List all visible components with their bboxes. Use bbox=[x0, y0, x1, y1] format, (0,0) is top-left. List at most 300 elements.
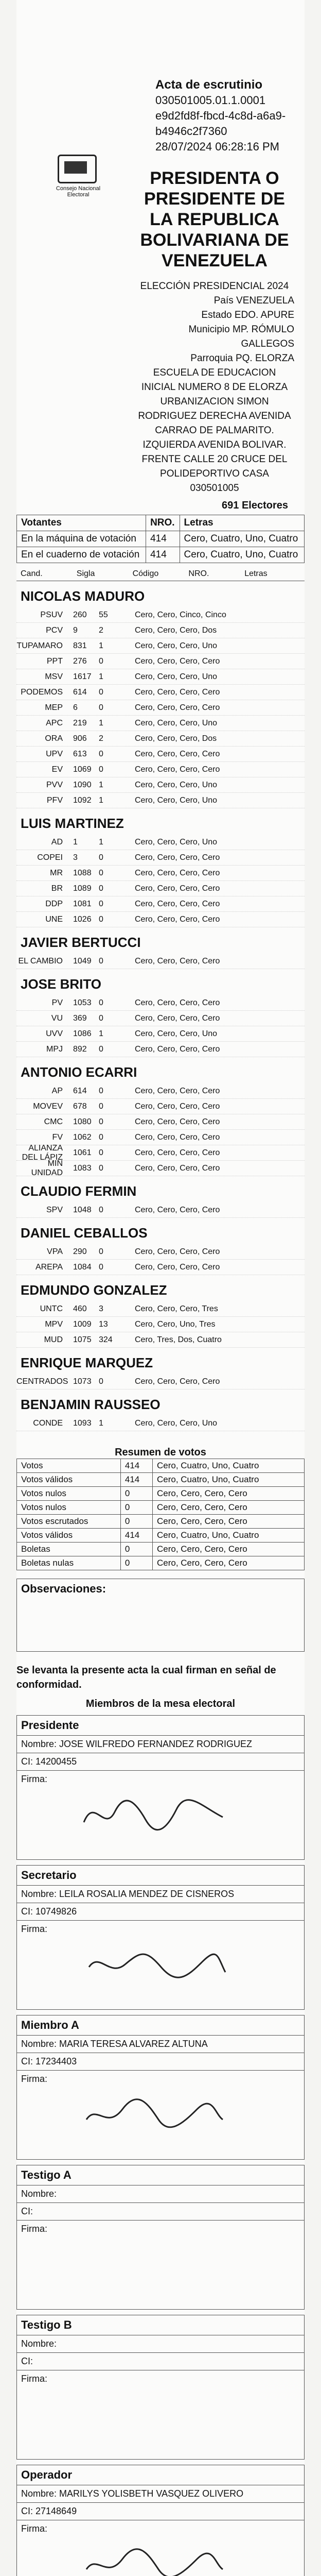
resumen-label: Votos bbox=[17, 1459, 121, 1473]
party-letras: Cero, Cero, Cero, Cero bbox=[135, 656, 220, 666]
party-nro: 0 bbox=[99, 853, 103, 862]
party-nro: 0 bbox=[99, 1163, 103, 1173]
party-codigo: 678 bbox=[73, 1101, 87, 1111]
party-row bbox=[16, 866, 305, 881]
party-sigla: AP bbox=[51, 1086, 63, 1095]
party-letras: Cero, Cero, Cero, Cero bbox=[135, 687, 220, 697]
party-codigo: 906 bbox=[73, 734, 87, 743]
party-nro: 0 bbox=[99, 765, 103, 774]
candidate-name: ANTONIO ECARRI bbox=[21, 1064, 137, 1080]
party-sigla: PCV bbox=[46, 625, 63, 635]
col-codigo: Código bbox=[132, 569, 159, 578]
resumen-letras: Cero, Cero, Cero, Cero bbox=[152, 1556, 304, 1570]
party-nro: 2 bbox=[99, 625, 103, 635]
party-codigo: 219 bbox=[73, 718, 87, 727]
party-row bbox=[16, 762, 305, 777]
members-list bbox=[16, 1715, 305, 2576]
member-role: Presidente bbox=[17, 1716, 304, 1736]
party-codigo: 6 bbox=[73, 703, 78, 712]
party-sigla: ORA bbox=[45, 734, 63, 743]
party-letras: Cero, Cero, Cero, Uno bbox=[135, 795, 218, 805]
party-letras: Cero, Cero, Cero, Cero bbox=[135, 899, 220, 908]
party-sigla: AREPA bbox=[35, 1262, 63, 1272]
votantes-label: En la máquina de votación bbox=[17, 531, 146, 547]
member-firma: Firma: bbox=[21, 1924, 47, 1934]
col-sigla: Sigla bbox=[76, 569, 95, 578]
member-ci: CI: bbox=[17, 2353, 304, 2370]
resumen-label: Votos escrutados bbox=[17, 1515, 121, 1529]
party-nro: 2 bbox=[99, 734, 103, 743]
resumen-nro: 414 bbox=[120, 1473, 152, 1487]
party-letras: Cero, Cero, Cero, Cero bbox=[135, 1262, 220, 1272]
member-nombre: Nombre: JOSE WILFREDO FERNANDEZ RODRIGUEZ bbox=[17, 1736, 304, 1753]
resumen-letras: Cero, Cuatro, Uno, Cuatro bbox=[152, 1459, 304, 1473]
resumen-row bbox=[17, 1501, 305, 1515]
party-letras: Cero, Cero, Cero, Cero bbox=[135, 1044, 220, 1054]
party-sigla: PODEMOS bbox=[21, 687, 63, 697]
resumen-letras: Cero, Cero, Cero, Cero bbox=[152, 1487, 304, 1501]
party-sigla: PSUV bbox=[40, 610, 63, 619]
party-codigo: 1617 bbox=[73, 672, 92, 681]
member-signature-area bbox=[17, 2370, 304, 2459]
party-letras: Cero, Cero, Cero, Uno bbox=[135, 837, 218, 846]
party-nro: 1 bbox=[99, 672, 103, 681]
party-row bbox=[16, 654, 305, 669]
party-row bbox=[16, 1202, 305, 1218]
miembros-title: Miembros de la mesa electoral bbox=[85, 1698, 236, 1709]
signature-scribble-icon bbox=[79, 1791, 233, 1838]
party-letras: Cero, Cero, Cero, Cero bbox=[135, 1117, 220, 1126]
party-codigo: 1086 bbox=[73, 1029, 92, 1038]
election-title: PRESIDENTA O PRESIDENTE DE LA REPUBLICA BOLIVARIANA DE VENEZUELA bbox=[140, 168, 289, 270]
party-nro: 0 bbox=[99, 1205, 103, 1214]
acta-date: 28/07/2024 06:28:16 PM bbox=[155, 140, 279, 153]
party-row bbox=[16, 1301, 305, 1317]
member-signature-area bbox=[17, 1771, 304, 1859]
member-ci: CI: 10749826 bbox=[17, 1903, 304, 1921]
party-codigo: 369 bbox=[73, 1013, 87, 1023]
acta-id: 030501005.01.1.0001 bbox=[155, 94, 266, 107]
party-letras: Cero, Cero, Cero, Dos bbox=[135, 734, 217, 743]
resumen-row bbox=[17, 1487, 305, 1501]
votantes-nro: 414 bbox=[146, 547, 180, 563]
member-firma: Firma: bbox=[21, 2374, 47, 2384]
candidates-section bbox=[16, 567, 305, 1431]
signature-scribble-icon bbox=[79, 2541, 233, 2576]
candidate-name: BENJAMIN RAUSSEO bbox=[21, 1397, 160, 1412]
party-codigo: 1093 bbox=[73, 1418, 92, 1428]
electores-count: 691 Electores bbox=[222, 500, 288, 511]
party-letras: Cero, Cero, Cero, Uno bbox=[135, 780, 218, 789]
party-codigo: 290 bbox=[73, 1247, 87, 1256]
party-row bbox=[16, 1026, 305, 1042]
party-codigo: 1053 bbox=[73, 998, 92, 1007]
resumen-label: Boletas nulas bbox=[17, 1556, 121, 1570]
party-letras: Cero, Cero, Cero, Cero bbox=[135, 749, 220, 758]
member-nombre: Nombre: bbox=[17, 2335, 304, 2353]
nro-header: NRO. bbox=[146, 515, 180, 531]
party-letras: Cero, Cero, Cero, Cero bbox=[135, 1101, 220, 1111]
member-signature-area bbox=[17, 2071, 304, 2159]
party-letras: Cero, Cero, Cero, Cero bbox=[135, 884, 220, 893]
party-codigo: 260 bbox=[73, 610, 87, 619]
candidate-name: LUIS MARTINEZ bbox=[21, 816, 124, 831]
resumen-row bbox=[17, 1473, 305, 1487]
member-box bbox=[16, 1715, 305, 1860]
party-sigla: UNTC bbox=[40, 1304, 63, 1313]
party-row bbox=[16, 835, 305, 850]
resumen-nro: 414 bbox=[120, 1529, 152, 1543]
acta-code: e9d2fd8f-fbcd-4c8d-a6a9-b4946c2f7360 bbox=[155, 109, 286, 138]
letras-header: Letras bbox=[180, 515, 304, 531]
member-ci: CI: bbox=[17, 2203, 304, 2221]
party-letras: Cero, Cero, Cero, Uno bbox=[135, 1029, 218, 1038]
party-nro: 0 bbox=[99, 998, 103, 1007]
party-codigo: 613 bbox=[73, 749, 87, 758]
party-row bbox=[16, 777, 305, 793]
votantes-header: Votantes bbox=[17, 515, 146, 531]
party-sigla: SPV bbox=[46, 1205, 63, 1214]
resumen-row bbox=[17, 1529, 305, 1543]
resumen-letras: Cero, Cuatro, Uno, Cuatro bbox=[152, 1473, 304, 1487]
party-letras: Cero, Cero, Cero, Cero bbox=[135, 1163, 220, 1173]
party-row bbox=[16, 623, 305, 638]
party-sigla: EL CAMBIO bbox=[18, 956, 63, 965]
candidates-header bbox=[16, 567, 305, 581]
votantes-letras: Cero, Cuatro, Uno, Cuatro bbox=[180, 531, 304, 547]
cne-logo-subtitle: Consejo Nacional Electoral bbox=[56, 185, 101, 198]
header bbox=[16, 0, 305, 512]
party-letras: Cero, Cero, Cero, Uno bbox=[135, 641, 218, 650]
escuela: ESCUELA DE EDUCACION INICIAL NUMERO 8 DE ELORZA bbox=[141, 367, 288, 393]
party-letras: Cero, Cero, Cinco, Cinco bbox=[135, 610, 226, 619]
party-letras: Cero, Cero, Cero, Uno bbox=[135, 672, 218, 681]
resumen-row bbox=[17, 1515, 305, 1529]
party-letras: Cero, Cero, Cero, Cero bbox=[135, 868, 220, 877]
resumen-nro: 0 bbox=[120, 1515, 152, 1529]
party-letras: Cero, Cero, Cero, Cero bbox=[135, 914, 220, 924]
party-sigla: MR bbox=[50, 868, 63, 877]
election-info bbox=[135, 279, 294, 496]
col-letras: Letras bbox=[244, 569, 268, 578]
party-row bbox=[16, 793, 305, 808]
party-letras: Cero, Cero, Cero, Uno bbox=[135, 1418, 218, 1428]
party-letras: Cero, Cero, Cero, Cero bbox=[135, 1148, 220, 1157]
party-codigo: 9 bbox=[73, 625, 78, 635]
col-cand: Cand. bbox=[21, 569, 43, 578]
acta-page bbox=[16, 0, 305, 2576]
party-letras: Cero, Cero, Cero, Cero bbox=[135, 765, 220, 774]
party-row bbox=[16, 716, 305, 731]
resumen-label: Votos nulos bbox=[17, 1501, 121, 1515]
member-firma: Firma: bbox=[21, 2074, 47, 2084]
party-row bbox=[16, 1042, 305, 1057]
col-nro: NRO. bbox=[188, 569, 209, 578]
member-signature-area bbox=[17, 1921, 304, 2009]
acta-title: Acta de escrutinio bbox=[155, 78, 263, 92]
party-codigo: 1080 bbox=[73, 1117, 92, 1126]
party-nro: 0 bbox=[99, 956, 103, 965]
member-box bbox=[16, 1865, 305, 2010]
party-row bbox=[16, 850, 305, 866]
party-codigo: 460 bbox=[73, 1304, 87, 1313]
pais: País VENEZUELA bbox=[213, 295, 294, 306]
votantes-table bbox=[16, 515, 305, 563]
party-letras: Cero, Cero, Cero, Cero bbox=[135, 1132, 220, 1142]
signature-scribble-icon bbox=[79, 2091, 233, 2138]
party-nro: 55 bbox=[99, 610, 108, 619]
party-sigla: PPT bbox=[46, 656, 63, 666]
party-row bbox=[16, 896, 305, 912]
party-nro: 13 bbox=[99, 1319, 108, 1329]
party-nro: 1 bbox=[99, 1029, 103, 1038]
resumen-row bbox=[17, 1543, 305, 1556]
party-letras: Cero, Cero, Cero, Dos bbox=[135, 625, 217, 635]
member-ci: CI: 27148649 bbox=[17, 2503, 304, 2520]
candidate-name: DANIEL CEBALLOS bbox=[21, 1225, 148, 1241]
party-sigla: CENTRADOS bbox=[16, 1377, 68, 1386]
member-box bbox=[16, 2015, 305, 2160]
parroquia: Parroquia PQ. ELORZA bbox=[190, 353, 294, 364]
party-sigla: TUPAMARO bbox=[16, 641, 63, 650]
member-role: Secretario bbox=[17, 1866, 304, 1886]
party-codigo: 276 bbox=[73, 656, 87, 666]
resumen-label: Votos válidos bbox=[17, 1473, 121, 1487]
member-nombre: Nombre: MARIA TERESA ALVAREZ ALTUNA bbox=[17, 2036, 304, 2053]
resumen-row bbox=[17, 1459, 305, 1473]
observaciones-label: Observaciones: bbox=[21, 1582, 106, 1595]
party-sigla: CONDE bbox=[33, 1418, 63, 1428]
party-codigo: 1083 bbox=[73, 1163, 92, 1173]
party-row bbox=[16, 1114, 305, 1130]
party-sigla: CMC bbox=[44, 1117, 63, 1126]
party-row bbox=[16, 685, 305, 700]
party-codigo: 1075 bbox=[73, 1335, 92, 1344]
party-sigla: UNE bbox=[45, 914, 63, 924]
member-nombre: Nombre: LEILA ROSALIA MENDEZ DE CISNEROS bbox=[17, 1886, 304, 1903]
party-row bbox=[16, 1011, 305, 1026]
party-codigo: 614 bbox=[73, 687, 87, 697]
party-row bbox=[16, 1099, 305, 1114]
party-nro: 1 bbox=[99, 780, 103, 789]
resumen-label: Votos nulos bbox=[17, 1487, 121, 1501]
member-role: Operador bbox=[17, 2465, 304, 2485]
resumen-row bbox=[17, 1556, 305, 1570]
party-codigo: 1069 bbox=[73, 765, 92, 774]
party-letras: Cero, Tres, Dos, Cuatro bbox=[135, 1335, 222, 1344]
party-sigla: PFV bbox=[46, 795, 63, 805]
party-sigla: UPV bbox=[46, 749, 63, 758]
party-sigla: ALIANZA DEL LÁPIZ bbox=[22, 1143, 63, 1162]
party-row bbox=[16, 1161, 305, 1176]
party-nro: 0 bbox=[99, 687, 103, 697]
party-row bbox=[16, 638, 305, 654]
party-nro: 0 bbox=[99, 749, 103, 758]
cne-logo bbox=[47, 155, 109, 201]
party-codigo: 3 bbox=[73, 853, 78, 862]
member-firma: Firma: bbox=[21, 1774, 47, 1784]
party-letras: Cero, Cero, Uno, Tres bbox=[135, 1319, 216, 1329]
party-row bbox=[16, 912, 305, 927]
party-sigla: UVV bbox=[46, 1029, 63, 1038]
party-letras: Cero, Cero, Cero, Cero bbox=[135, 1377, 220, 1386]
resumen-table bbox=[16, 1459, 305, 1570]
observaciones-box bbox=[16, 1579, 305, 1652]
party-nro: 0 bbox=[99, 1101, 103, 1111]
party-nro: 0 bbox=[99, 899, 103, 908]
election-name: ELECCIÓN PRESIDENCIAL 2024 bbox=[140, 281, 289, 292]
party-row bbox=[16, 669, 305, 685]
party-row bbox=[16, 607, 305, 623]
party-row bbox=[16, 1332, 305, 1348]
member-firma: Firma: bbox=[21, 2523, 47, 2534]
party-sigla: FV bbox=[52, 1132, 63, 1142]
votantes-label: En el cuaderno de votación bbox=[17, 547, 146, 563]
party-letras: Cero, Cero, Cero, Cero bbox=[135, 703, 220, 712]
resumen-nro: 414 bbox=[120, 1459, 152, 1473]
party-row bbox=[16, 1374, 305, 1389]
party-nro: 1 bbox=[99, 837, 103, 846]
candidate-name: CLAUDIO FERMIN bbox=[21, 1183, 137, 1199]
party-codigo: 1009 bbox=[73, 1319, 92, 1329]
party-codigo: 1061 bbox=[73, 1148, 92, 1157]
party-nro: 1 bbox=[99, 641, 103, 650]
member-box bbox=[16, 2315, 305, 2460]
party-nro: 0 bbox=[99, 1132, 103, 1142]
party-nro: 0 bbox=[99, 703, 103, 712]
party-sigla: MSV bbox=[45, 672, 63, 681]
party-sigla: MEP bbox=[45, 703, 63, 712]
party-codigo: 1026 bbox=[73, 914, 92, 924]
cne-logo-icon bbox=[58, 155, 97, 183]
resumen-letras: Cero, Cero, Cero, Cero bbox=[152, 1501, 304, 1515]
party-letras: Cero, Cero, Cero, Tres bbox=[135, 1304, 218, 1313]
party-sigla: DDP bbox=[45, 899, 63, 908]
party-codigo: 1092 bbox=[73, 795, 92, 805]
party-row bbox=[16, 1083, 305, 1099]
party-nro: 0 bbox=[99, 1148, 103, 1157]
resumen-nro: 0 bbox=[120, 1556, 152, 1570]
party-codigo: 1062 bbox=[73, 1132, 92, 1142]
resumen-nro: 0 bbox=[120, 1487, 152, 1501]
firma-note: Se levanta la presente acta la cual firman en señal de conformidad. bbox=[16, 1665, 276, 1690]
party-nro: 0 bbox=[99, 1013, 103, 1023]
acta-meta bbox=[155, 77, 294, 155]
party-nro: 0 bbox=[99, 1262, 103, 1272]
member-signature-area bbox=[17, 2221, 304, 2309]
party-row bbox=[16, 1416, 305, 1431]
party-sigla: BR bbox=[51, 884, 63, 893]
party-codigo: 892 bbox=[73, 1044, 87, 1054]
party-nro: 0 bbox=[99, 1117, 103, 1126]
table-row bbox=[17, 531, 305, 547]
party-nro: 1 bbox=[99, 1418, 103, 1428]
party-nro: 0 bbox=[99, 1247, 103, 1256]
party-sigla: EV bbox=[51, 765, 63, 774]
resumen-letras: Cero, Cuatro, Uno, Cuatro bbox=[152, 1529, 304, 1543]
resumen-nro: 0 bbox=[120, 1543, 152, 1556]
party-nro: 1 bbox=[99, 718, 103, 727]
party-codigo: 1048 bbox=[73, 1205, 92, 1214]
member-nombre: Nombre: bbox=[17, 2185, 304, 2203]
party-sigla: PV bbox=[51, 998, 63, 1007]
party-codigo: 1084 bbox=[73, 1262, 92, 1272]
table-row bbox=[17, 547, 305, 563]
party-sigla: MUD bbox=[44, 1335, 63, 1344]
party-letras: Cero, Cero, Cero, Cero bbox=[135, 1205, 220, 1214]
direccion: URBANIZACION SIMON RODRIGUEZ DERECHA AVENIDA CARRAO DE PALMARITO. IZQUIERDA AVENIDA BOLIVAR. FRENTE CALLE 20 CRUCE DEL POLIDEPORTIVO CASA bbox=[138, 396, 291, 479]
party-row bbox=[16, 1130, 305, 1145]
resumen-nro: 0 bbox=[120, 1501, 152, 1515]
resumen-letras: Cero, Cero, Cero, Cero bbox=[152, 1515, 304, 1529]
party-sigla: VU bbox=[51, 1013, 63, 1023]
municipio: Municipio MP. RÓMULO GALLEGOS bbox=[188, 324, 294, 349]
candidate-name: ENRIQUE MARQUEZ bbox=[21, 1355, 153, 1370]
party-sigla: COPEI bbox=[37, 853, 63, 862]
party-nro: 0 bbox=[99, 884, 103, 893]
party-row bbox=[16, 995, 305, 1011]
party-letras: Cero, Cero, Cero, Cero bbox=[135, 956, 220, 965]
party-row bbox=[16, 1244, 305, 1260]
party-codigo: 1081 bbox=[73, 899, 92, 908]
candidate-name: JOSE BRITO bbox=[21, 976, 102, 992]
candidate-list bbox=[16, 581, 305, 1431]
party-row bbox=[16, 954, 305, 969]
codigo: 030501005 bbox=[190, 483, 239, 494]
party-letras: Cero, Cero, Cero, Cero bbox=[135, 853, 220, 862]
party-sigla: MPV bbox=[45, 1319, 63, 1329]
member-signature-area bbox=[17, 2520, 304, 2576]
party-row bbox=[16, 731, 305, 747]
party-nro: 3 bbox=[99, 1304, 103, 1313]
party-codigo: 1 bbox=[73, 837, 78, 846]
member-box bbox=[16, 2465, 305, 2576]
party-letras: Cero, Cero, Cero, Cero bbox=[135, 998, 220, 1007]
signature-scribble-icon bbox=[79, 1941, 233, 1988]
resumen-label: Votos válidos bbox=[17, 1529, 121, 1543]
party-codigo: 1088 bbox=[73, 868, 92, 877]
resumen-title: Resumen de votos bbox=[115, 1447, 206, 1458]
member-nombre: Nombre: MARILYS YOLISBETH VASQUEZ OLIVERO bbox=[17, 2485, 304, 2503]
party-row bbox=[16, 1260, 305, 1275]
party-row bbox=[16, 1317, 305, 1332]
party-codigo: 1049 bbox=[73, 956, 92, 965]
party-nro: 1 bbox=[99, 795, 103, 805]
party-row bbox=[16, 747, 305, 762]
resumen-label: Boletas bbox=[17, 1543, 121, 1556]
candidate-name: JAVIER BERTUCCI bbox=[21, 935, 141, 950]
party-sigla: MPJ bbox=[46, 1044, 63, 1054]
party-sigla: VPA bbox=[47, 1247, 63, 1256]
member-role: Testigo B bbox=[17, 2315, 304, 2335]
candidate-name: NICOLAS MADURO bbox=[21, 588, 145, 604]
member-role: Testigo A bbox=[17, 2165, 304, 2185]
votantes-letras: Cero, Cuatro, Uno, Cuatro bbox=[180, 547, 304, 563]
party-codigo: 1073 bbox=[73, 1377, 92, 1386]
party-sigla: PVV bbox=[46, 780, 63, 789]
member-firma: Firma: bbox=[21, 2224, 47, 2234]
party-codigo: 1090 bbox=[73, 780, 92, 789]
member-ci: CI: 17234403 bbox=[17, 2053, 304, 2071]
party-row bbox=[16, 1145, 305, 1161]
party-codigo: 1089 bbox=[73, 884, 92, 893]
party-sigla: APC bbox=[46, 718, 63, 727]
party-row bbox=[16, 881, 305, 896]
resumen-letras: Cero, Cero, Cero, Cero bbox=[152, 1543, 304, 1556]
party-sigla: AD bbox=[51, 837, 63, 846]
party-codigo: 831 bbox=[73, 641, 87, 650]
party-nro: 0 bbox=[99, 1377, 103, 1386]
